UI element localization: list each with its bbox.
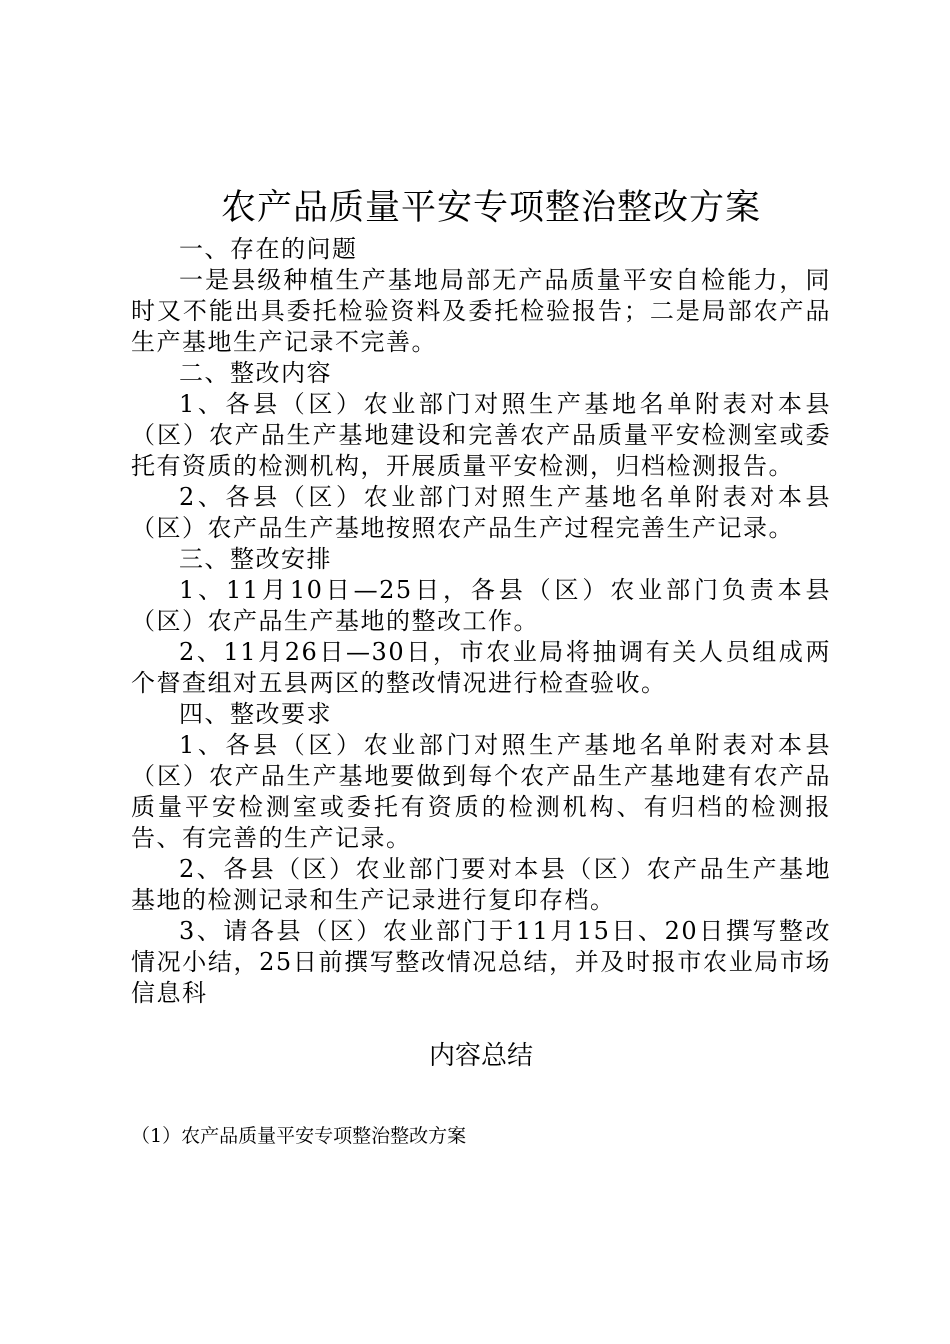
paragraph-content-1: 1、各县（区）农业部门对照生产基地名单附表对本县（区）农产品生产基地建设和完善农产品质量平安检测室或委托有资质的检测机构，开展质量平安检测，归档检测报告。 bbox=[131, 390, 831, 480]
paragraph-content-2: 2、各县（区）农业部门对照生产基地名单附表对本县（区）农产品生产基地按照农产品生产过程完善生产记录。 bbox=[131, 483, 831, 542]
section-heading-requirements: 四、整改要求 bbox=[179, 700, 332, 728]
paragraph-requirements-2: 2、各县（区）农业部门要对本县（区）农产品生产基地基地的检测记录和生产记录进行复印存档。 bbox=[131, 855, 831, 914]
summary-item: （1）农产品质量平安专项整治整改方案 bbox=[131, 1125, 467, 1147]
document-body bbox=[131, 234, 831, 1009]
document-title: 农产品质量平安专项整治整改方案 bbox=[220, 188, 761, 228]
section-heading-content: 二、整改内容 bbox=[179, 359, 332, 387]
section-heading-schedule: 三、整改安排 bbox=[179, 545, 332, 573]
section-heading-problems: 一、存在的问题 bbox=[179, 235, 358, 263]
paragraph-requirements-3: 3、请各县（区）农业部门于11月15日、20日撰写整改情况小结，25日前撰写整改情况总结，并及时报市农业局市场信息科 bbox=[131, 917, 831, 1007]
paragraph-schedule-2: 2、11月26日—30日，市农业局将抽调有关人员组成两个督查组对五县两区的整改情况进行检查验收。 bbox=[131, 638, 831, 697]
summary-title: 内容总结 bbox=[428, 1041, 533, 1071]
paragraph-requirements-1: 1、各县（区）农业部门对照生产基地名单附表对本县（区）农产品生产基地要做到每个农产品生产基地建有农产品质量平安检测室或委托有资质的检测机构、有归档的检测报告、有完善的生产记录。 bbox=[131, 731, 831, 852]
paragraph-schedule-1: 1、11月10日—25日，各县（区）农业部门负责本县（区）农产品生产基地的整改工作。 bbox=[131, 576, 831, 635]
paragraph-problems: 一是县级种植生产基地局部无产品质量平安自检能力，同时又不能出具委托检验资料及委托检验报告；二是局部农产品生产基地生产记录不完善。 bbox=[131, 266, 831, 356]
document-page bbox=[131, 182, 831, 1009]
